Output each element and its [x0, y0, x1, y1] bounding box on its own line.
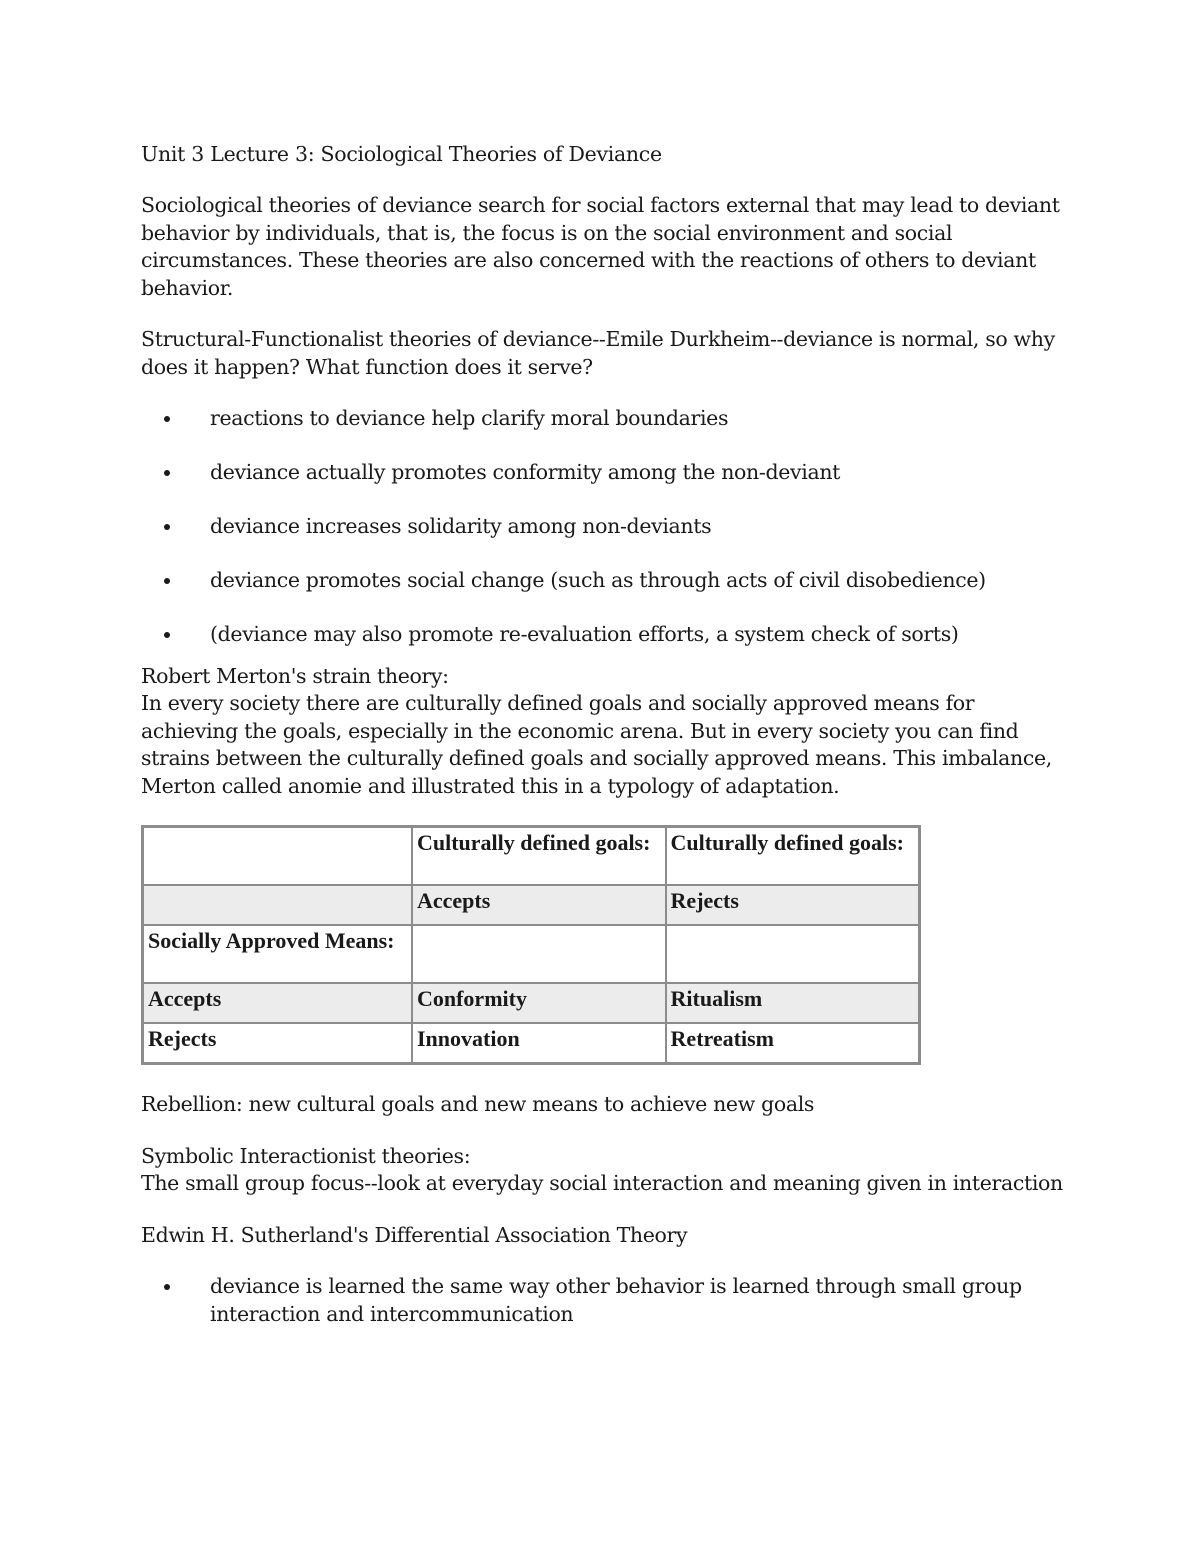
functionalist-heading: Structural-Functionalist theories of deviance--Emile Durkheim--deviance is normal, so why does it happen? What function does it serve? — [141, 327, 1055, 379]
table-cell: Ritualism — [666, 983, 919, 1023]
table-cell: Conformity — [412, 983, 666, 1023]
bullet-icon — [164, 1284, 170, 1290]
typology-table — [141, 825, 921, 1065]
list-item-text: deviance promotes social change (such as through acts of civil disobedience) — [210, 568, 986, 592]
list-item — [141, 405, 1071, 433]
table-cell: Innovation — [412, 1023, 666, 1063]
list-item-text: reactions to deviance help clarify moral boundaries — [210, 406, 729, 430]
list-item-text: deviance actually promotes conformity among the non-deviant — [210, 460, 841, 484]
list-item — [141, 621, 1071, 649]
table-cell — [143, 885, 412, 925]
list-item-text: deviance increases solidarity among non-deviants — [210, 514, 712, 538]
bullet-icon — [164, 524, 170, 530]
table-cell: Accepts — [143, 983, 412, 1023]
table-cell — [666, 925, 919, 983]
table-cell — [412, 925, 666, 983]
table-row — [143, 1023, 919, 1063]
bullet-icon — [164, 416, 170, 422]
bullet-icon — [164, 632, 170, 638]
list-item — [141, 459, 1071, 487]
table-cell — [143, 827, 412, 885]
table-cell: Rejects — [143, 1023, 412, 1063]
document-page — [141, 140, 1071, 1355]
table-cell: Retreatism — [666, 1023, 919, 1063]
table-cell: Culturally defined goals: — [412, 827, 666, 885]
list-item — [141, 1273, 1071, 1328]
table-row — [143, 885, 919, 925]
merton-heading: Robert Merton's strain theory: — [141, 663, 449, 688]
functionalist-bullet-list — [141, 405, 1071, 649]
list-item — [141, 513, 1071, 541]
bullet-icon — [164, 578, 170, 584]
document-title: Unit 3 Lecture 3: Sociological Theories of Deviance — [141, 142, 662, 166]
bullet-icon — [164, 470, 170, 476]
symbolic-heading: Symbolic Interactionist theories: — [141, 1143, 471, 1168]
table-row — [143, 983, 919, 1023]
table-row — [143, 925, 919, 983]
table-cell: Culturally defined goals: — [666, 827, 919, 885]
list-item-text: deviance is learned the same way other behavior is learned through small group interaction and intercommunication — [210, 1274, 1022, 1326]
merton-paragraph: In every society there are culturally defined goals and socially approved means for achieving the goals, especially in the economic arena. But in every society you can find strains between the culturally defined goals and socially approved means. This imbalance, Merton called anomie and illustrated this in a typology of adaptation. — [141, 691, 1052, 798]
list-item-text: (deviance may also promote re-evaluation efforts, a system check of sorts) — [210, 622, 959, 646]
list-item — [141, 567, 1071, 595]
table-cell: Accepts — [412, 885, 666, 925]
table-row — [143, 827, 919, 885]
symbolic-paragraph: The small group focus--look at everyday social interaction and meaning given in interaction — [141, 1171, 1063, 1195]
table-cell: Rejects — [666, 885, 919, 925]
sutherland-bullet-list — [141, 1273, 1071, 1328]
intro-paragraph: Sociological theories of deviance search for social factors external that may lead to deviant behavior by individuals, that is, the focus is on the social environment and social circumstances. These theories are also concerned with the reactions of others to deviant behavior. — [141, 193, 1060, 300]
rebellion-line: Rebellion: new cultural goals and new means to achieve new goals — [141, 1092, 815, 1116]
sutherland-heading: Edwin H. Sutherland's Differential Association Theory — [141, 1222, 688, 1247]
table-cell: Socially Approved Means: — [143, 925, 412, 983]
